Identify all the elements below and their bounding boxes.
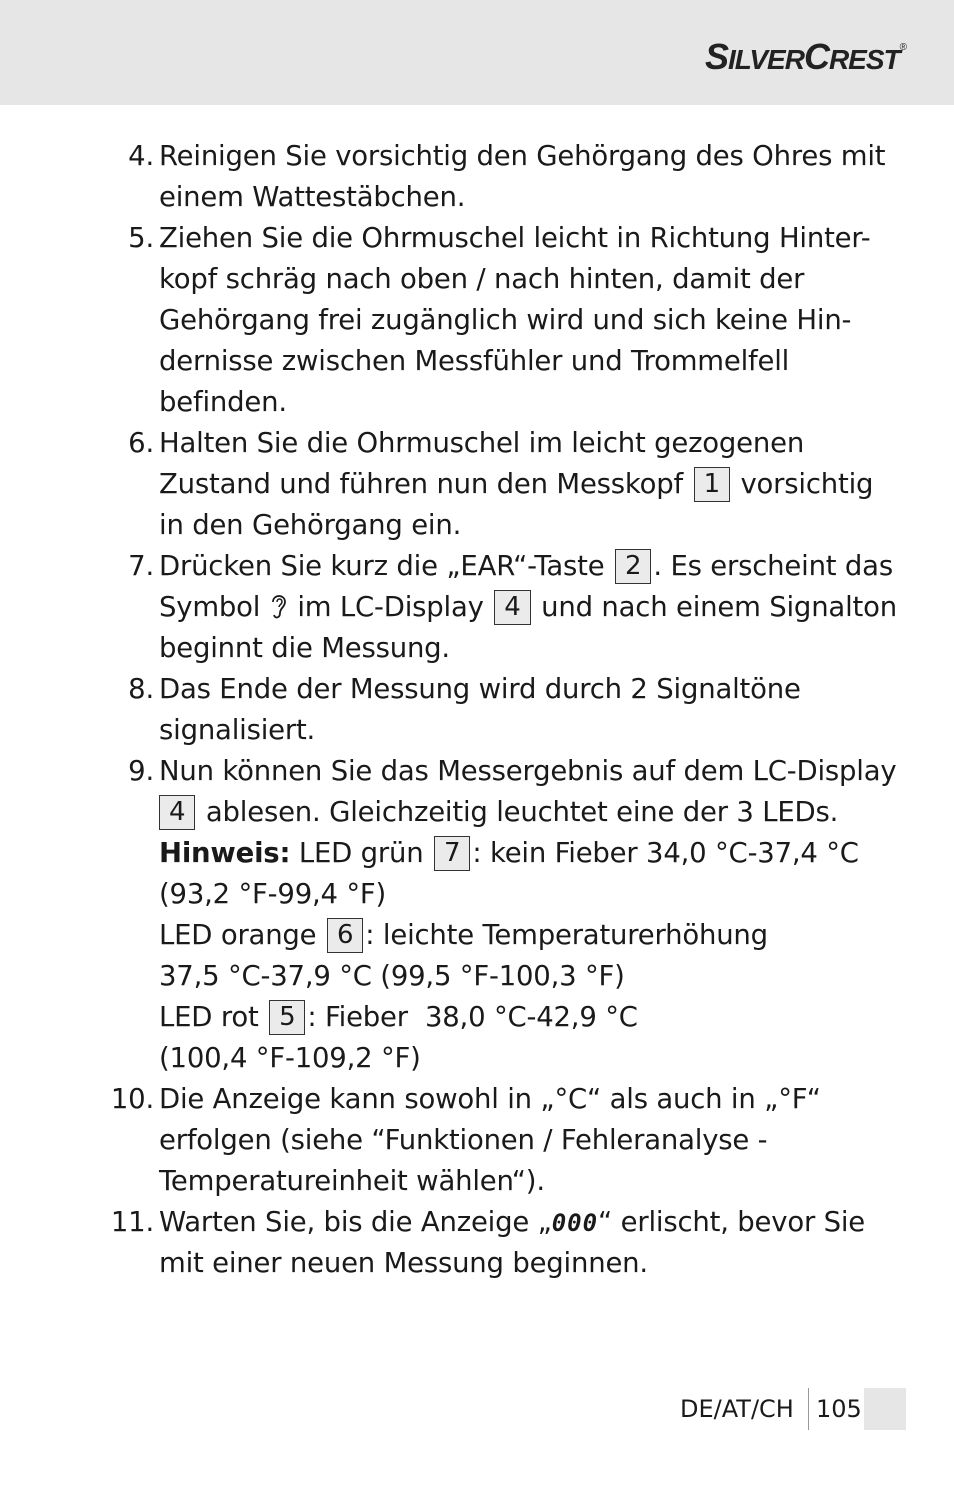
display-readout: 000 xyxy=(551,1209,599,1237)
step-9-line xyxy=(0,792,954,833)
step-text: Reinigen Sie vorsichtig den Gehörgang des Ohres mit xyxy=(159,140,886,172)
step-text: kopf schräg nach oben / nach hinten, damit der xyxy=(159,263,805,295)
text-run: . Es erscheint das xyxy=(653,550,893,582)
text-run: Symbol xyxy=(159,591,261,623)
instruction-list xyxy=(0,136,954,1284)
step-8-line xyxy=(0,669,954,710)
reference-number-box: 4 xyxy=(159,795,195,830)
step-10-line xyxy=(0,1079,954,1120)
step-number: 7. xyxy=(128,550,154,582)
step-10-line xyxy=(0,1161,954,1202)
brand-letter: S xyxy=(705,36,729,77)
reference-number-box: 1 xyxy=(694,467,730,502)
text-run: Drücken Sie kurz die „EAR“-Taste xyxy=(159,550,605,582)
brand-letters: REST xyxy=(828,44,900,75)
step-text: Halten Sie die Ohrmuschel im leicht gezogenen xyxy=(159,427,805,459)
step-number: 10. xyxy=(110,1083,154,1115)
step-9-line xyxy=(0,1038,954,1079)
step-text xyxy=(159,915,768,956)
text-run: vorsichtig xyxy=(740,468,874,500)
step-9-line xyxy=(0,751,954,792)
step-text: Nun können Sie das Messergebnis auf dem LC-Display xyxy=(159,755,897,787)
text-run: : Fieber 38,0 °C-42,9 °C xyxy=(307,1001,638,1033)
step-text xyxy=(159,587,897,628)
footer-tab xyxy=(864,1388,906,1430)
text-run: ablesen. Gleichzeitig leuchtet eine der 3 LEDs. xyxy=(205,796,839,828)
step-text: Temperatureinheit wählen“). xyxy=(159,1165,545,1197)
ear-icon xyxy=(269,590,289,622)
step-text xyxy=(159,1202,865,1244)
step-number: 5. xyxy=(128,222,154,254)
step-text: dernisse zwischen Messfühler und Trommelfell xyxy=(159,345,790,377)
text-run: im LC-Display xyxy=(297,591,484,623)
page-header xyxy=(0,0,954,105)
step-text: beginnt die Messung. xyxy=(159,632,450,664)
reference-number-box: 7 xyxy=(434,836,470,871)
step-6-line xyxy=(0,464,954,505)
reference-number-box: 5 xyxy=(269,1000,305,1035)
registered-mark: ® xyxy=(899,42,906,53)
step-text xyxy=(159,997,638,1038)
step-11-line xyxy=(0,1243,954,1284)
step-5-line xyxy=(0,259,954,300)
text-run: “ erlischt, bevor Sie xyxy=(598,1206,866,1238)
step-text: Die Anzeige kann sowohl in „°C“ als auch in „°F“ xyxy=(159,1083,821,1115)
step-number: 8. xyxy=(128,673,154,705)
brand-letters: ILVER xyxy=(728,44,804,75)
step-text: erfolgen (siehe “Funktionen / Fehleranalyse - xyxy=(159,1124,768,1156)
step-text: einem Wattestäbchen. xyxy=(159,181,466,213)
step-7-line xyxy=(0,546,954,587)
step-text: befinden. xyxy=(159,386,287,418)
step-6-line xyxy=(0,505,954,546)
step-text: mit einer neuen Messung beginnen. xyxy=(159,1247,648,1279)
step-number: 11. xyxy=(110,1206,154,1238)
brand-letter: C xyxy=(803,36,829,77)
page-number: 105 xyxy=(816,1395,862,1423)
step-6-line xyxy=(0,423,954,464)
step-text: Ziehen Sie die Ohrmuschel leicht in Richtung Hinter- xyxy=(159,222,871,254)
reference-number-box: 2 xyxy=(615,549,651,584)
step-9-line xyxy=(0,833,954,874)
step-10-line xyxy=(0,1120,954,1161)
step-text xyxy=(159,792,838,833)
step-7-line xyxy=(0,587,954,628)
step-text: in den Gehörgang ein. xyxy=(159,509,462,541)
step-text: signalisiert. xyxy=(159,714,316,746)
step-number: 9. xyxy=(128,755,154,787)
step-number: 6. xyxy=(128,427,154,459)
step-text xyxy=(159,833,859,874)
step-number: 4. xyxy=(128,140,154,172)
text-run: LED grün xyxy=(298,837,424,869)
reference-number-box: 4 xyxy=(494,590,530,625)
step-5-line xyxy=(0,218,954,259)
step-9-line xyxy=(0,874,954,915)
text-run: LED rot xyxy=(159,1001,259,1033)
text-run: : kein Fieber 34,0 °C-37,4 °C xyxy=(472,837,859,869)
footer-divider xyxy=(808,1388,809,1430)
step-9-line xyxy=(0,915,954,956)
step-5-line xyxy=(0,341,954,382)
footer-region: DE/AT/CH xyxy=(680,1395,794,1423)
step-text: (100,4 °F-109,2 °F) xyxy=(159,1042,421,1074)
step-4-line xyxy=(0,177,954,218)
text-run: Warten Sie, bis die Anzeige „ xyxy=(159,1206,552,1238)
step-text: 37,5 °C-37,9 °C (99,5 °F-100,3 °F) xyxy=(159,960,625,992)
step-5-line xyxy=(0,300,954,341)
text-run: : leichte Temperaturerhöhung xyxy=(365,919,768,951)
step-text: Gehörgang frei zugänglich wird und sich keine Hin- xyxy=(159,304,852,336)
step-11-line xyxy=(0,1202,954,1243)
step-5-line xyxy=(0,382,954,423)
hint-label: Hinweis: xyxy=(159,837,291,869)
brand-logo xyxy=(705,36,906,78)
step-9-line xyxy=(0,997,954,1038)
step-text: (93,2 °F-99,4 °F) xyxy=(159,878,387,910)
step-text xyxy=(159,464,873,505)
text-run: und nach einem Signalton xyxy=(541,591,897,623)
step-text: Das Ende der Messung wird durch 2 Signaltöne xyxy=(159,673,801,705)
step-text xyxy=(159,546,893,587)
step-8-line xyxy=(0,710,954,751)
text-run: LED orange xyxy=(159,919,317,951)
text-run: Zustand und führen nun den Messkopf xyxy=(159,468,684,500)
step-7-line xyxy=(0,628,954,669)
step-4-line xyxy=(0,136,954,177)
step-9-line xyxy=(0,956,954,997)
reference-number-box: 6 xyxy=(327,918,363,953)
